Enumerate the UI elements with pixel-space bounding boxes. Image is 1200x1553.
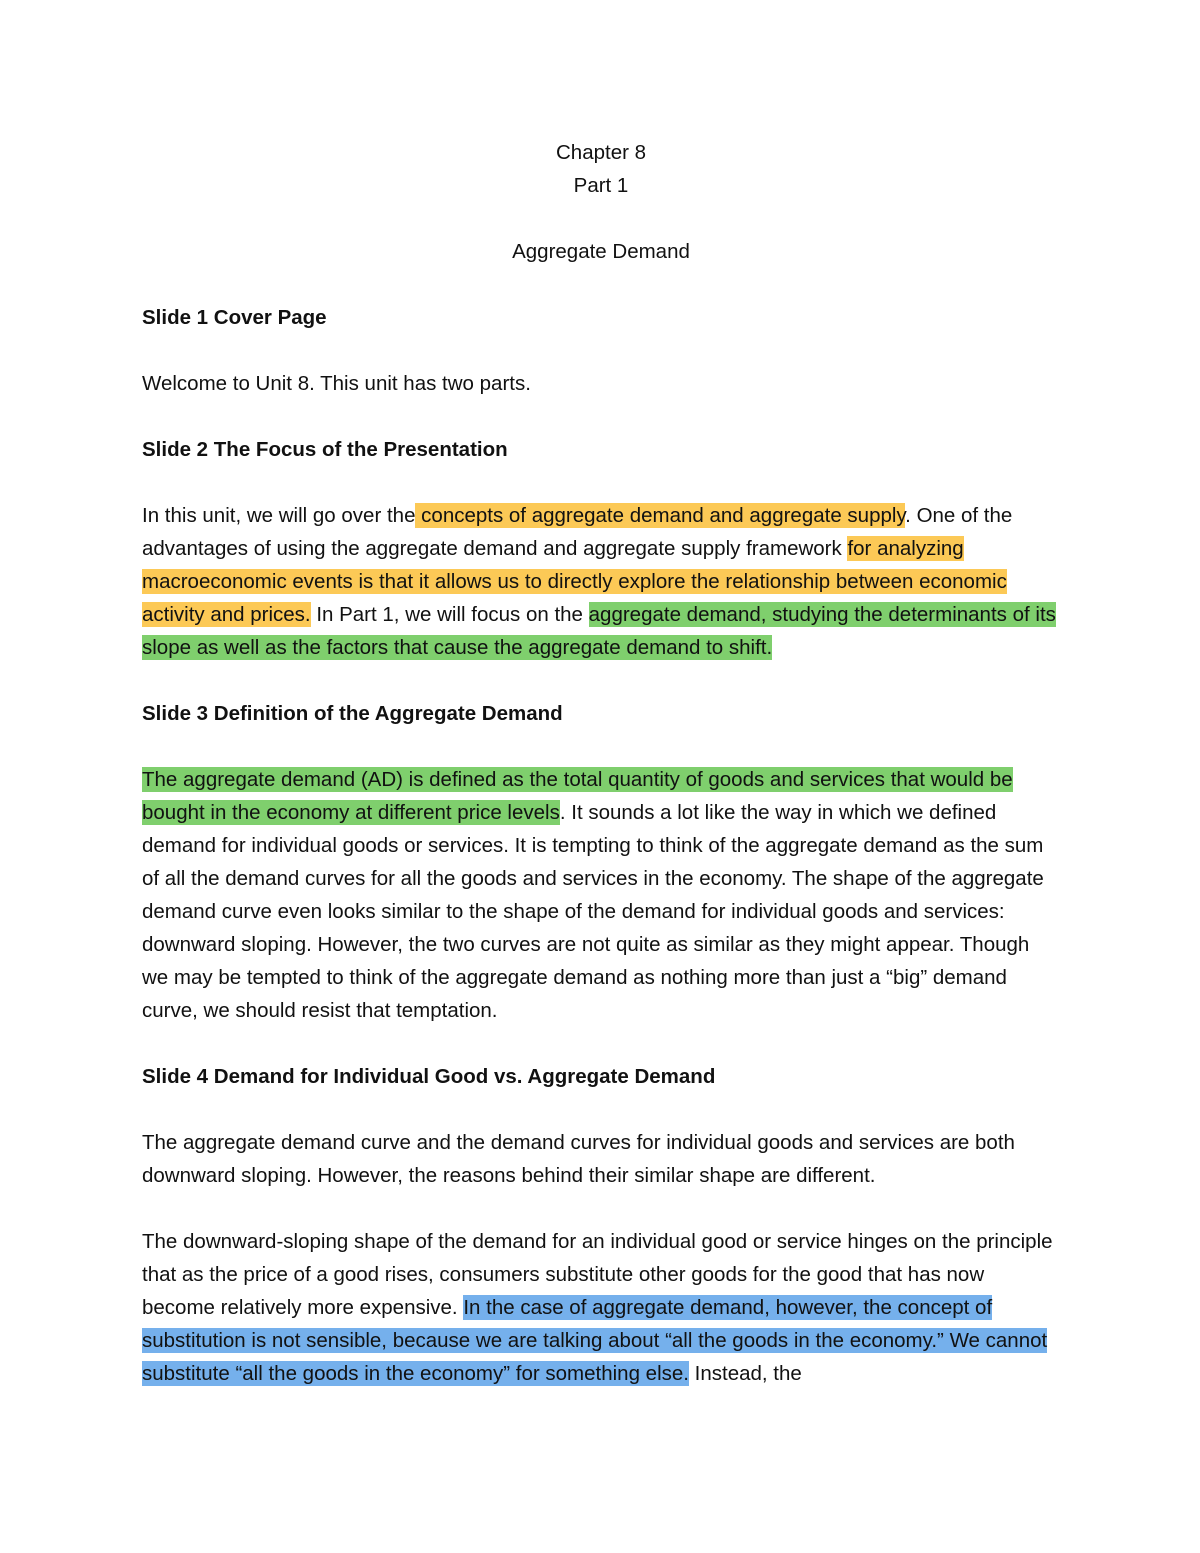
section-heading-slide-2: Slide 2 The Focus of the Presentation <box>142 438 508 461</box>
title-block <box>142 136 1060 268</box>
text-run: The downward-sloping shape of the demand for an individual good or service hinges on the principle that as the price of a good rises, consumers substitute other goods for the good that has now become relatively more expensive. <box>142 1230 1053 1319</box>
highlight-orange: for analyzing macroeconomic events is that it allows us to directly explore the relationship between economic activity and prices. <box>142 537 1007 626</box>
highlight-green: The aggregate demand (AD) is defined as the total quantity of goods and services that would be bought in the economy at different price levels <box>142 768 1013 824</box>
text-run: In Part 1, we will focus on the <box>310 603 589 626</box>
paragraph-slide-3 <box>142 763 1060 1027</box>
highlight-green: aggregate demand, studying the determinants of its slope as well as the factors that cause the aggregate demand to shift. <box>142 603 1056 659</box>
paragraph-slide-1: Welcome to Unit 8. This unit has two parts. <box>142 372 531 395</box>
chapter-label: Chapter 8 <box>555 141 647 164</box>
text-run: . One of the advantages of using the aggregate demand and aggregate supply framework <box>142 504 1013 560</box>
part-label: Part 1 <box>573 174 629 197</box>
paragraph-slide-4a: The aggregate demand curve and the demand curves for individual goods and services are both downward sloping. However, the reasons behind their similar shape are different. <box>142 1131 1015 1187</box>
paragraph-slide-4b <box>142 1225 1060 1390</box>
text-run: . It sounds a lot like the way in which we defined demand for individual goods or services. It is tempting to think of the aggregate demand as the sum of all the demand curves for all the goods and services in the economy. The shape of the aggregate demand curve even looks similar to the shape of the demand for individual goods and services: downward sloping. However, the two curves are not quite as similar as they might appear. Though we may be tempted to think of the aggregate demand as nothing more than just a “big” demand curve, we should resist that temptation. <box>142 801 1044 1022</box>
text-run: In this unit, we will go over the <box>142 504 416 527</box>
document-body <box>142 136 1060 1423</box>
section-heading-slide-1: Slide 1 Cover Page <box>142 306 327 329</box>
highlight-blue: In the case of aggregate demand, however, the concept of substitution is not sensible, because we are talking about “all the goods in the economy.” We cannot substitute “all the goods in the economy” for something else. <box>142 1296 1048 1385</box>
highlight-orange: concepts of aggregate demand and aggregate supply <box>415 504 906 527</box>
paragraph-slide-2 <box>142 499 1060 664</box>
document-title: Aggregate Demand <box>512 240 690 263</box>
section-heading-slide-3: Slide 3 Definition of the Aggregate Demand <box>142 702 563 725</box>
text-run: Instead, the <box>688 1362 802 1385</box>
section-heading-slide-4: Slide 4 Demand for Individual Good vs. Aggregate Demand <box>142 1065 716 1088</box>
